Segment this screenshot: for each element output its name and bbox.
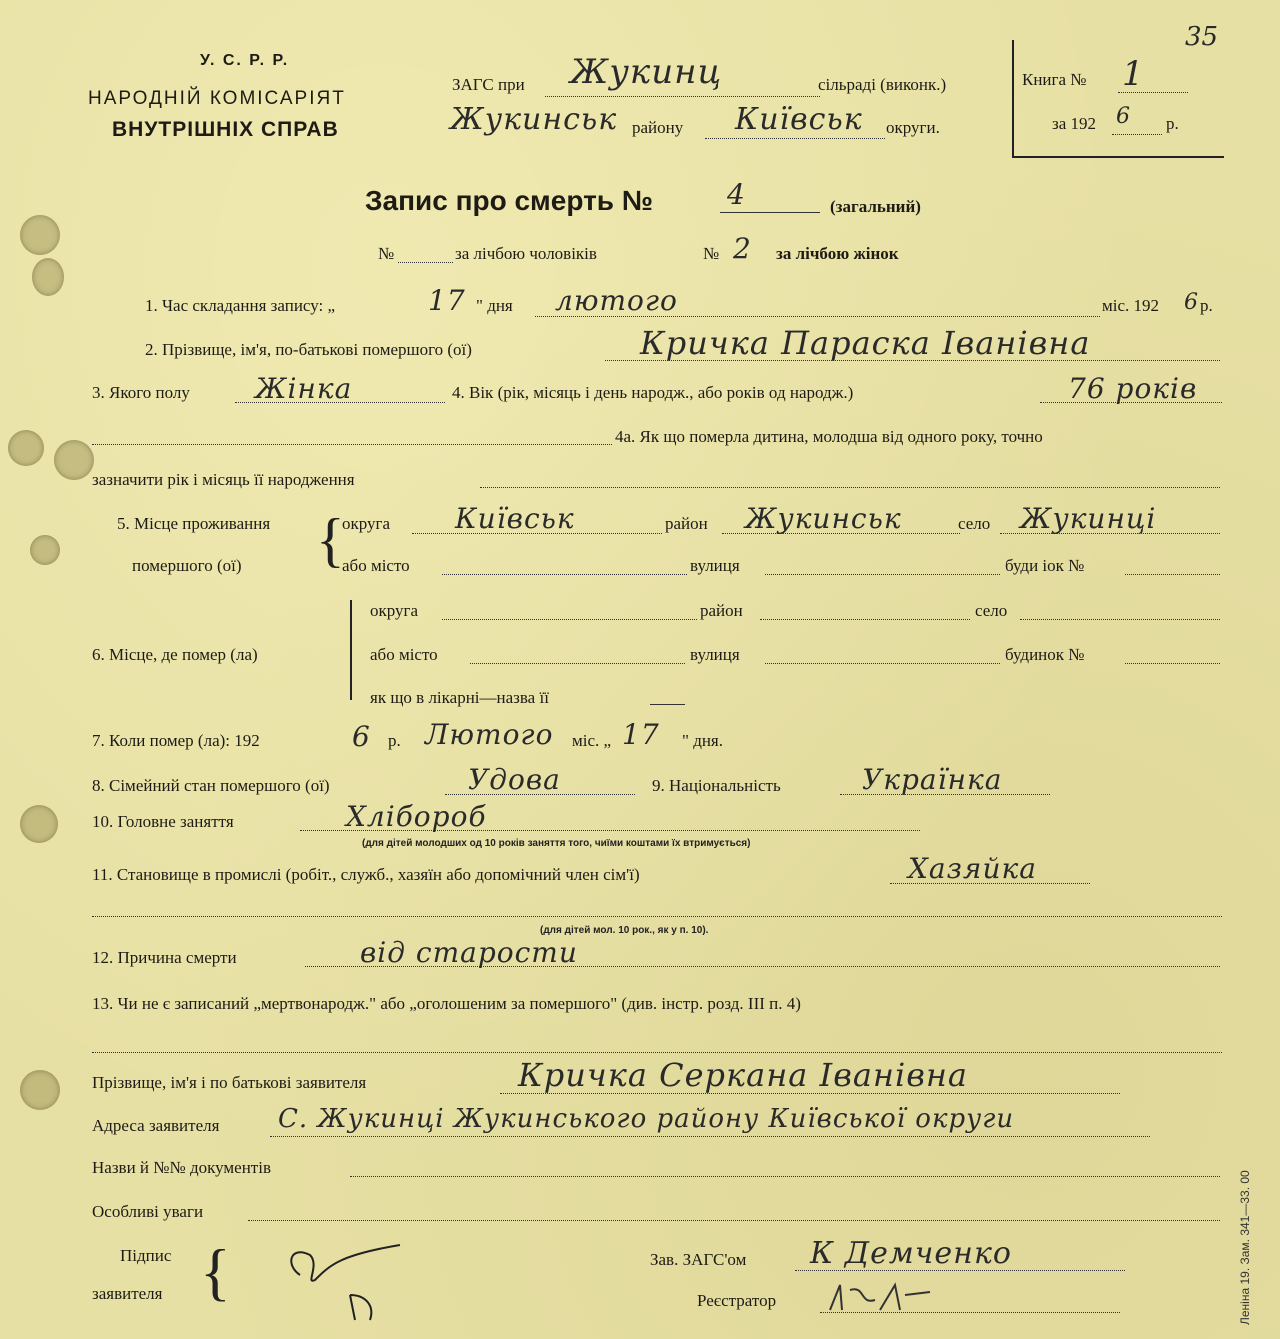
f6-label: 6. Місце, де помер (ла) — [92, 645, 258, 664]
book-label: Книга № — [1022, 70, 1087, 89]
f11-note: (для дітей мол. 10 рок., як у п. 10). — [540, 925, 709, 936]
f5-brace: { — [316, 507, 345, 573]
f7-day-suffix: " дня. — [682, 731, 724, 750]
f12-line — [305, 966, 1220, 967]
book-year-line — [1112, 134, 1162, 135]
f5-okruha-line — [412, 533, 662, 534]
f6-selo-line — [1020, 619, 1220, 620]
f3-handwritten: Жінка — [255, 372, 353, 405]
f10-label: 10. Головне заняття — [92, 812, 234, 831]
f6-bud-label: будинок № — [1005, 645, 1085, 664]
f1-month-line — [535, 316, 1100, 317]
f13-line — [92, 1052, 1222, 1053]
book-number-line — [1118, 92, 1188, 93]
f5-vul-label: вулиця — [690, 556, 740, 575]
f3-label: 3. Якого полу — [92, 383, 190, 402]
applicant-line — [500, 1093, 1120, 1094]
f7-day-handwritten: 17 — [622, 718, 660, 751]
f1-label: 1. Час складання запису: „ — [145, 296, 336, 315]
f10-note: (для дітей молодших од 10 років заняття того, чиїми коштами їх втримується) — [362, 838, 751, 849]
f9-line — [840, 794, 1050, 795]
f1-year-handwritten: 6 — [1184, 290, 1198, 315]
address-label: Адреса заявителя — [92, 1116, 220, 1135]
f9-label: 9. Національність — [652, 776, 781, 795]
record-general: (загальний) — [830, 197, 921, 216]
docs-line — [350, 1176, 1220, 1177]
f1-day-suffix: " дня — [476, 296, 513, 315]
f6-bud-line — [1125, 663, 1220, 664]
sign-label1: Підпис — [120, 1246, 172, 1265]
f5-vul-line — [765, 574, 1000, 575]
f5-selo-label: село — [958, 514, 991, 533]
sign-label2: заявителя — [92, 1284, 163, 1303]
registrar-label: Реєстратор — [697, 1291, 777, 1310]
side-print: Леніна 19. Зам. 341—33. 00 — [1238, 1170, 1252, 1325]
f10-line — [300, 830, 920, 831]
f5-misto-label: або місто — [342, 556, 410, 575]
zags-village-handwritten: Жукинц — [570, 52, 723, 92]
f5-bud-line — [1125, 574, 1220, 575]
f1-year-suffix: р. — [1200, 296, 1213, 315]
f4a-label2: зазначити рік і місяць її народження — [92, 470, 355, 489]
women-count-label: № — [703, 244, 720, 263]
okruha-line — [705, 138, 885, 139]
f7-month-suffix: міс. „ — [572, 731, 612, 750]
f7-month-handwritten: Лютого — [425, 718, 554, 751]
f4a-label: 4а. Як що померла дитина, молодша від одного року, точно — [615, 427, 1043, 446]
f6-raion-label: район — [700, 601, 743, 620]
f6-vul-line — [765, 663, 1000, 664]
f12-label: 12. Причина смерти — [92, 948, 237, 967]
zags-suffix: сільраді (виконк.) — [818, 75, 947, 94]
f5-raion-line — [722, 533, 960, 534]
f5-selo-handwritten: Жукинці — [1020, 502, 1157, 535]
registrar-line — [820, 1312, 1120, 1313]
book-year-suffix: р. — [1166, 114, 1179, 133]
f6-bracket — [350, 600, 362, 700]
f5-selo-line — [1000, 533, 1220, 534]
applicant-handwritten: Кричка Серкана Іванівна — [518, 1056, 968, 1094]
f2-label: 2. Прізвище, ім'я, по-батькові помершого (ої) — [145, 340, 472, 359]
f7-year-suffix: р. — [388, 731, 401, 750]
punch-hole — [32, 258, 64, 296]
book-year-prefix: за 192 — [1052, 114, 1097, 133]
men-count-line — [398, 262, 453, 263]
f11-handwritten: Хазяйка — [908, 852, 1037, 885]
f5-okruha-label: округа — [342, 514, 391, 533]
notes-line — [248, 1220, 1220, 1221]
record-number-handwritten: 4 — [727, 178, 746, 211]
f6-misto-line — [470, 663, 685, 664]
f6-vul-label: вулиця — [690, 645, 740, 664]
f6-selo-label: село — [975, 601, 1008, 620]
f10-handwritten: Хлібороб — [346, 800, 487, 833]
head-label: Зав. ЗАГС'ом — [650, 1250, 747, 1269]
sign-brace: { — [200, 1236, 231, 1307]
f6-raion-line — [760, 619, 970, 620]
commissariat-line1: НАРОДНІЙ КОМІСАРІЯТ — [88, 88, 346, 109]
f5-misto-line — [442, 574, 687, 575]
f8-label: 8. Сімейний стан помершого (ої) — [92, 776, 330, 795]
punch-hole — [20, 215, 60, 255]
f6-hosp-line — [650, 704, 685, 705]
district-label: району — [632, 118, 684, 137]
f1-day-handwritten: 17 — [428, 284, 466, 317]
book-number-handwritten: 1 — [1122, 54, 1145, 94]
book-year-handwritten: 6 — [1116, 104, 1130, 129]
f8-handwritten: Удова — [468, 763, 561, 796]
punch-hole — [8, 430, 44, 466]
f5-label2: помершого (ої) — [132, 556, 242, 575]
page-number: 35 — [1185, 22, 1219, 52]
f3-line — [235, 402, 445, 403]
record-number-line — [720, 212, 820, 213]
f2-line — [605, 360, 1220, 361]
f1-month-handwritten: лютого — [555, 284, 678, 317]
f11-line2 — [92, 916, 1222, 917]
f5-label1: 5. Місце проживання — [117, 514, 271, 533]
commissariat-line2: ВНУТРІШНІХ СПРАВ — [112, 118, 339, 141]
docs-label: Назви й №№ документів — [92, 1158, 271, 1177]
record-title: Запис про смерть № — [365, 185, 653, 216]
f6-hosp-label: як що в лікарні—назва її — [370, 688, 549, 707]
book-box — [1012, 40, 1224, 158]
applicant-signature — [280, 1235, 430, 1330]
men-count-label: № — [378, 244, 395, 263]
punch-hole — [20, 805, 58, 843]
address-line — [270, 1136, 1150, 1137]
f8-line — [445, 794, 635, 795]
f4a-line — [92, 444, 612, 445]
f2-handwritten: Кричка Параска Іванівна — [640, 324, 1091, 362]
f11-line — [890, 883, 1090, 884]
f4a-line2 — [480, 487, 1220, 488]
punch-hole — [54, 440, 94, 480]
head-handwritten: К Демченко — [810, 1236, 1012, 1271]
f6-okruha-line — [442, 619, 697, 620]
f5-okruha-handwritten: Київськ — [455, 502, 575, 535]
f5-raion-handwritten: Жукинськ — [745, 502, 902, 535]
f4-line — [1040, 402, 1222, 403]
f7-year-handwritten: 6 — [352, 720, 371, 753]
applicant-label: Прізвище, ім'я і по батькові заявителя — [92, 1073, 367, 1092]
f7-label: 7. Коли помер (ла): 192 — [92, 731, 260, 750]
f6-okruha-label: округа — [370, 601, 419, 620]
punch-hole — [30, 535, 60, 565]
women-count-handwritten: 2 — [733, 232, 752, 265]
f6-misto-label: або місто — [370, 645, 438, 664]
f4-handwritten: 76 років — [1068, 372, 1198, 405]
f9-handwritten: Українка — [862, 763, 1003, 796]
f5-bud-label: буди іок № — [1005, 556, 1085, 575]
okruha-handwritten: Київськ — [735, 102, 863, 137]
f13-label: 13. Чи не є записаний „мертвонародж." або „оголошеним за помершого" (див. інстр. розд. III п. 4) — [92, 994, 801, 1013]
f1-month-suffix: міс. 192 — [1102, 296, 1160, 315]
registrar-signature — [820, 1280, 940, 1320]
zags-prefix: ЗАГС при — [452, 75, 525, 94]
f4-label: 4. Вік (рік, місяць і день народж., або років од народж.) — [452, 383, 854, 402]
men-count-suffix: за лічбою чоловіків — [455, 244, 597, 263]
punch-hole — [20, 1070, 60, 1110]
women-count-suffix: за лічбою жінок — [776, 244, 899, 263]
notes-label: Особливі уваги — [92, 1202, 204, 1221]
f11-label: 11. Становище в промислі (робіт., служб., хазяїн або допомічний член сім'ї) — [92, 865, 640, 884]
address-handwritten: С. Жукинці Жукинського району Київської округи — [278, 1104, 1015, 1134]
republic-label: У. С. Р. Р. — [200, 52, 290, 69]
district-handwritten: Жукинськ — [450, 102, 618, 137]
zags-village-line — [545, 96, 820, 97]
head-line — [795, 1270, 1125, 1271]
okruha-label: округи. — [886, 118, 940, 137]
f5-raion-label: район — [665, 514, 708, 533]
f12-handwritten: від старости — [360, 936, 578, 969]
